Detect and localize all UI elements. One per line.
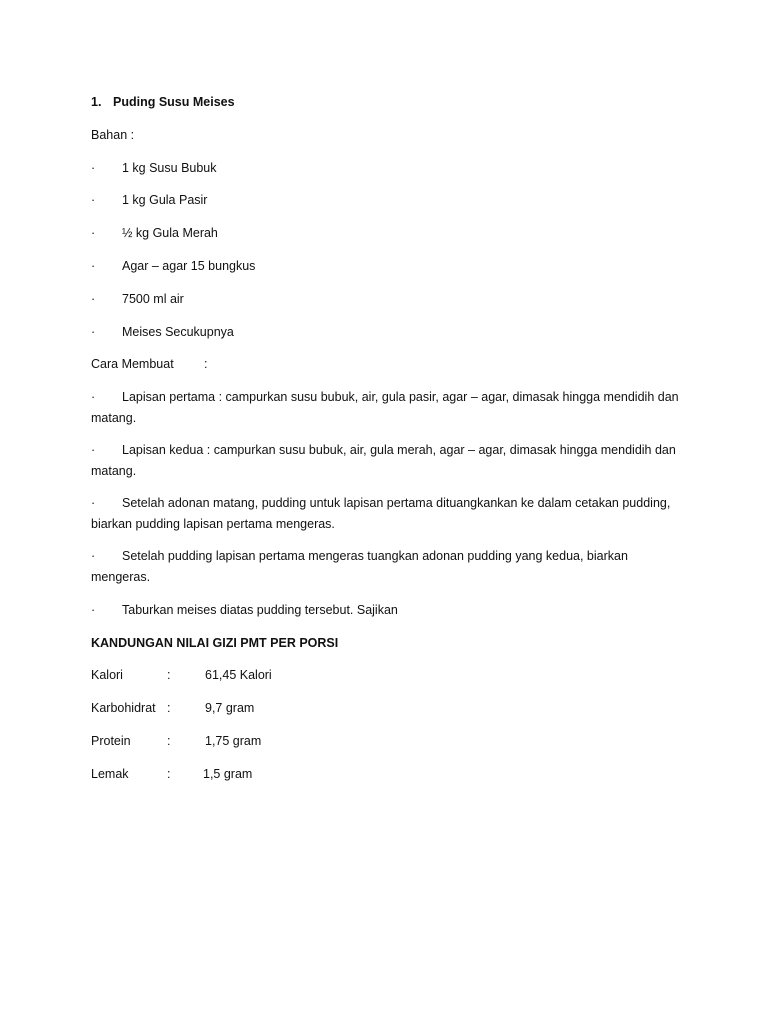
method-step-text: Lapisan kedua : campurkan susu bubuk, air, gula merah, agar – agar, dimasak hingga mendidih dan matang. xyxy=(91,443,676,478)
bullet-icon: · xyxy=(91,292,96,306)
recipe-title: Puding Susu Meises xyxy=(113,95,235,109)
ingredient-text: Agar – agar 15 bungkus xyxy=(122,259,256,273)
ingredient-text: Meises Secukupnya xyxy=(122,325,234,339)
nutrition-colon: : xyxy=(167,701,171,715)
ingredient-item xyxy=(91,325,234,340)
method-step-text: Lapisan pertama : campurkan susu bubuk, air, gula pasir, agar – agar, dimasak hingga mendidih dan matang. xyxy=(91,390,679,425)
ingredient-item xyxy=(91,226,218,241)
nutrition-row xyxy=(91,701,254,716)
nutrition-row xyxy=(91,734,261,749)
nutrition-row xyxy=(91,767,252,782)
ingredient-item xyxy=(91,259,255,274)
recipe-number: 1. xyxy=(91,95,102,109)
nutrition-row xyxy=(91,668,272,683)
ingredient-text: 1 kg Susu Bubuk xyxy=(122,161,217,175)
bullet-icon: · xyxy=(91,259,96,273)
method-heading: Cara Membuat xyxy=(91,357,174,371)
ingredients-heading: Bahan : xyxy=(91,128,135,142)
bullet-icon: · xyxy=(91,549,96,563)
ingredient-text: 1 kg Gula Pasir xyxy=(122,193,208,207)
method-step-text: Setelah pudding lapisan pertama mengeras tuangkan adonan pudding yang kedua, biarkan mengeras. xyxy=(91,549,628,584)
method-step-text: Setelah adonan matang, pudding untuk lapisan pertama dituangkankan ke dalam cetakan pudding, biarkan pudding lapisan pertama mengeras. xyxy=(91,496,671,531)
method-step xyxy=(91,493,681,535)
method-step-text: Taburkan meises diatas pudding tersebut. Sajikan xyxy=(122,603,398,617)
recipe-title-line xyxy=(91,95,235,110)
nutrition-value: 1,75 gram xyxy=(205,734,262,748)
nutrition-value: 1,5 gram xyxy=(203,767,253,781)
bullet-icon: · xyxy=(91,161,96,175)
nutrition-label: Kalori xyxy=(91,668,123,682)
method-step xyxy=(91,440,681,482)
nutrition-colon: : xyxy=(167,767,171,781)
ingredient-item xyxy=(91,161,217,176)
method-step xyxy=(91,387,681,429)
method-step xyxy=(91,603,398,618)
bullet-icon: · xyxy=(91,603,96,617)
ingredient-item xyxy=(91,292,184,307)
bullet-icon: · xyxy=(91,443,96,457)
method-colon: : xyxy=(204,357,208,371)
bullet-icon: · xyxy=(91,325,96,339)
nutrition-label: Karbohidrat xyxy=(91,701,156,715)
ingredient-text: ½ kg Gula Merah xyxy=(122,226,218,240)
bullet-icon: · xyxy=(91,390,96,404)
ingredient-item xyxy=(91,193,207,208)
nutrition-label: Protein xyxy=(91,734,131,748)
bullet-icon: · xyxy=(91,226,96,240)
nutrition-value: 61,45 Kalori xyxy=(205,668,272,682)
nutrition-label: Lemak xyxy=(91,767,129,781)
nutrition-heading: KANDUNGAN NILAI GIZI PMT PER PORSI xyxy=(91,636,339,650)
nutrition-colon: : xyxy=(167,668,171,682)
method-step xyxy=(91,546,681,588)
nutrition-value: 9,7 gram xyxy=(205,701,255,715)
bullet-icon: · xyxy=(91,193,96,207)
bullet-icon: · xyxy=(91,496,96,510)
ingredient-text: 7500 ml air xyxy=(122,292,184,306)
nutrition-colon: : xyxy=(167,734,171,748)
method-heading-line xyxy=(91,357,207,372)
